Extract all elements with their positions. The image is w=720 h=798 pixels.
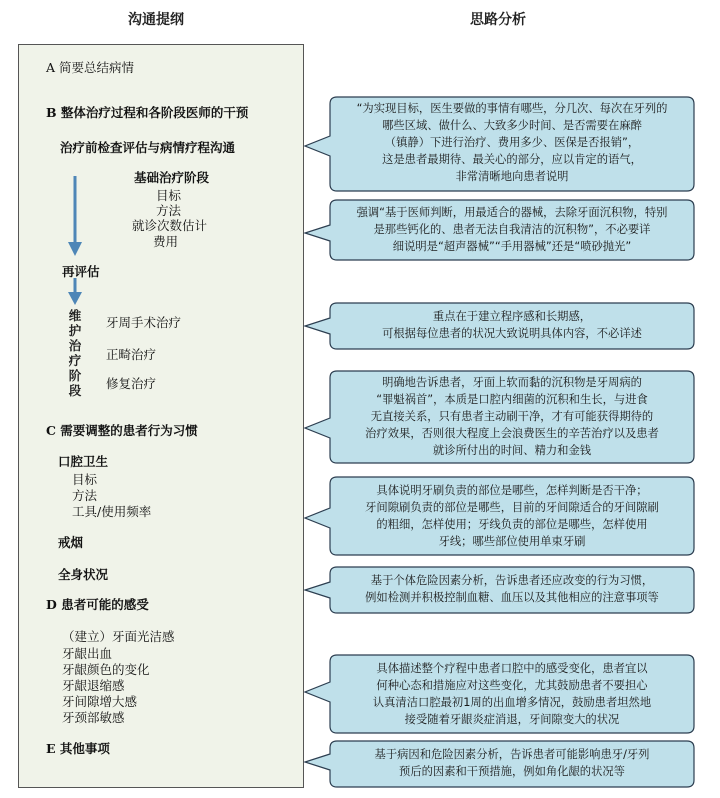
systemic-condition: 全身状况 [58,567,109,582]
analysis-header: 思路分析 [470,12,526,28]
section-b: B 整体治疗过程和各阶段医师的干预 [46,105,249,120]
down-arrow-icon [68,176,82,258]
callout-systemic: 基于个体危险因素分析，告诉患者还应改变的行为习惯， 例如检测并积极控制血糖、血压以及其他相应的注意事项等 [327,564,697,616]
oral-item-tools: 工具/使用频率 [72,504,152,519]
basic-phase: 基础治疗阶段 [134,170,210,185]
feeling-item: 牙颈部敏感 [62,710,125,725]
feeling-item: 牙龈出血 [62,646,113,661]
callout-plaque: 明确地告诉患者，牙面上软而黏的沉积物是牙周病的 “罪魁祸首”，本质是口腔内细菌的沉积和生长，与进食 无直接关系，只有患者主动刷干净，才有可能获得期待的 治疗效果，否则很大程度上会浪费医生的辛苦治疗以及患者 就诊所付出的时间、精力和金钱 [327,368,697,466]
callout-other: 基于病因和危险因素分析，告诉患者可能影响患牙/牙列 预后的因素和干预措施，例如角化龈的状况等 [327,738,697,790]
outline-header: 沟通提纲 [128,12,184,28]
basic-item-visits: 就诊次数估计 [132,218,208,233]
feeling-item: 牙龈退缩感 [62,678,125,693]
callout-oral-hygiene: 具体说明牙刷负责的部位是哪些，怎样判断是否干净； 牙间隙刷负责的部位是哪些，目前的牙间隙适合的牙间隙刷 的粗细，怎样使用；牙线负责的部位是哪些，怎样使用 牙线；哪些部位使用单束牙刷 [327,474,697,558]
section-d: D 患者可能的感受 [46,597,149,612]
feeling-item: （建立）牙面光洁感 [62,629,175,644]
basic-item-method: 方法 [156,203,182,218]
maint-item-ortho: 正畸治疗 [106,347,157,362]
callout-feelings: 具体描述整个疗程中患者口腔中的感受变化，患者宜以 何种心态和措施应对这些变化，尤其鼓励患者不要担心 认真清洁口腔最初1周的出血增多情况，鼓励患者坦然地 接受随着牙龈炎症消退，牙间隙变大的状况 [327,652,697,736]
basic-item-goal: 目标 [156,188,182,203]
maint-item-restoration: 修复治疗 [106,376,157,391]
oral-item-goal: 目标 [72,472,98,487]
callout-treatment-plan: “为实现目标，医生要做的事情有哪些，分几次、每次在牙列的 哪些区域、做什么、大致多少时间、是否需要在麻醉 （镇静）下进行治疗、费用多少、医保是否报销”， 这是患者最期待、最关心的部分，应以肯定的语气， 非常清晰地向患者说明 [327,94,697,194]
feeling-item: 牙龈颜色的变化 [62,662,150,677]
oral-hygiene: 口腔卫生 [58,454,109,469]
oral-item-method: 方法 [72,488,98,503]
smoking-cessation: 戒烟 [58,535,84,550]
pre-evaluation: 治疗前检查评估与病情疗程沟通 [60,140,236,155]
callout-maintenance: 重点在于建立程序感和长期感， 可根据每位患者的状况大致说明具体内容，不必详述 [327,300,697,352]
maint-item-surgery: 牙周手术治疗 [106,315,182,330]
maintenance-phase-label: 维 护 治 疗 阶 段 [68,308,82,398]
section-a: A 简要总结病情 [46,60,135,75]
section-e: E 其他事项 [46,741,110,756]
re-evaluation: 再评估 [62,264,100,279]
feeling-item: 牙间隙增大感 [62,694,138,709]
basic-item-cost: 费用 [153,234,179,249]
down-arrow-icon [68,278,82,306]
callout-basic-therapy: 强调“基于医师判断，用最适合的器械，去除牙面沉积物，特别 是那些钙化的、患者无法自我清洁的沉积物”，不必要详 细说明是“超声器械”“手用器械”还是“喷砂抛光” [327,197,697,263]
section-c: C 需要调整的患者行为习惯 [46,423,198,438]
